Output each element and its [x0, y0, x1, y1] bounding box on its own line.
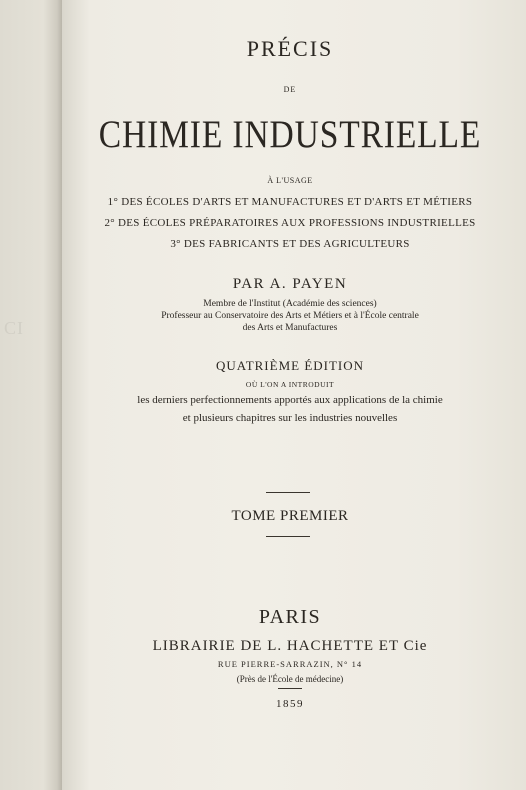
usage-line: 2° DES ÉCOLES PRÉPARATOIRES AUX PROFESSIONS INDUSTRIELLES [104, 217, 476, 229]
tome-label: TOME PREMIER [231, 508, 349, 524]
usage-intro: À L'USAGE [267, 176, 313, 185]
divider-rule [266, 536, 310, 537]
bleed-through-text: CI [4, 318, 24, 338]
edition-intro: OÙ L'ON A INTRODUIT [245, 380, 335, 389]
edition-description: les derniers perfectionnements apportés aux applications de la chimie [137, 394, 443, 406]
publisher: LIBRAIRIE DE L. HACHETTE ET Cie [152, 638, 428, 654]
facing-page [0, 0, 62, 790]
author-title: Professeur au Conservatoire des Arts et Métiers et à l'École centrale [161, 311, 419, 321]
address-note: (Près de l'École de médecine) [236, 674, 344, 684]
precis-heading: PRÉCIS [246, 36, 334, 61]
de-word: DE [283, 85, 297, 94]
address: RUE PIERRE-SARRAZIN, N° 14 [217, 659, 363, 669]
author-title: Membre de l'Institut (Académie des sciences) [203, 299, 377, 309]
author: PAR A. PAYEN [232, 276, 348, 292]
divider-rule [278, 688, 302, 689]
usage-line: 3° DES FABRICANTS ET DES AGRICULTEURS [170, 238, 410, 250]
edition-description: et plusieurs chapitres sur les industries nouvelles [182, 412, 398, 424]
divider-rule [266, 492, 310, 493]
edition: QUATRIÈME ÉDITION [215, 358, 365, 373]
city: PARIS [258, 606, 322, 628]
year: 1859 [276, 698, 304, 710]
main-title: CHIMIE INDUSTRIELLE [98, 113, 482, 156]
author-title: des Arts et Manufactures [242, 323, 338, 333]
usage-line: 1° DES ÉCOLES D'ARTS ET MANUFACTURES ET D'ARTS ET MÉTIERS [107, 196, 473, 208]
